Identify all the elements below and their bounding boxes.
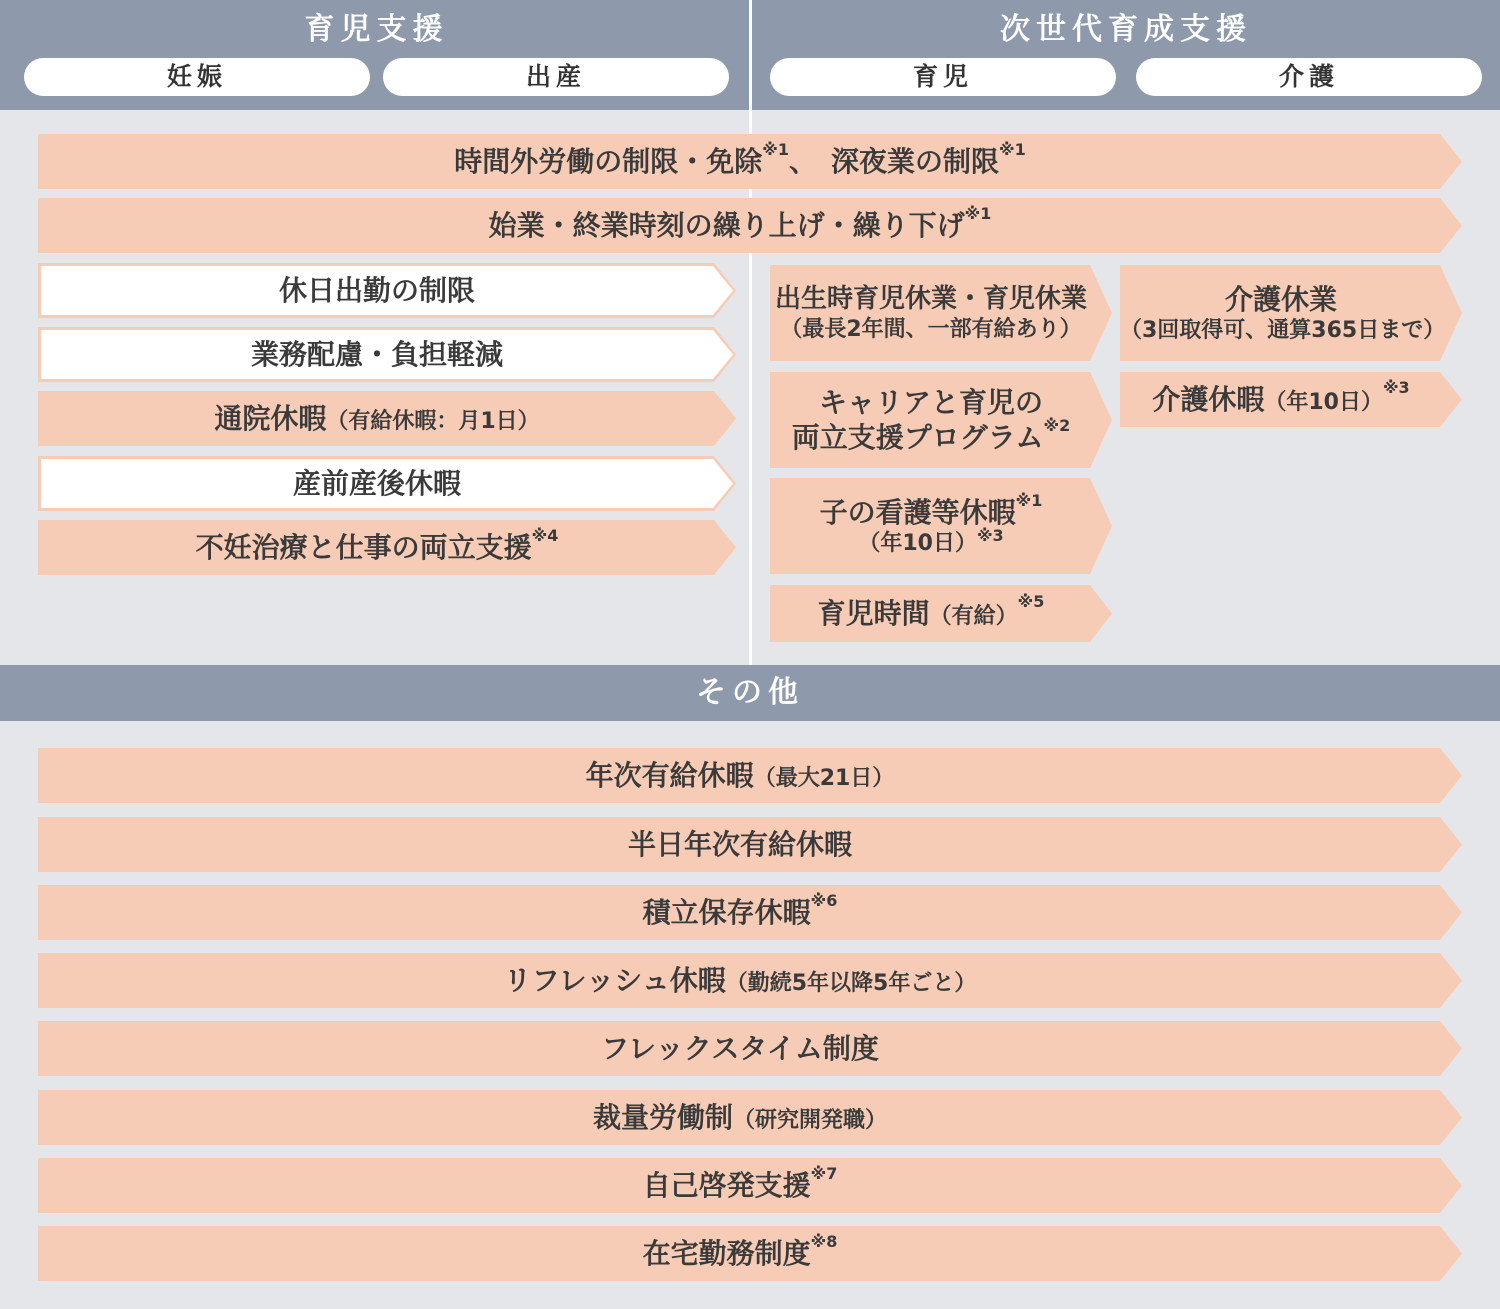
half-day-leave-item: 半日年次有給休暇 bbox=[38, 817, 1462, 872]
self-development-item: 自己啓発支援$^{※7}$ bbox=[38, 1158, 1462, 1213]
holiday-work-limit-item: 休日出勤の制限 bbox=[38, 263, 736, 318]
nursing-care-holiday-item: 介護休暇（年10日）$^{※3}$ bbox=[1120, 372, 1462, 427]
child-nursing-leave-item: 子の看護等休暇$^{※1}$ （年10日）$^{※3}$ bbox=[770, 478, 1112, 574]
annual-paid-leave-item: 年次有給休暇（最大21日） bbox=[38, 748, 1462, 803]
shift-time-item: 始業・終業時刻の繰り上げ・繰り下げ$^{※1}$ bbox=[38, 198, 1462, 253]
fertility-support-item: 不妊治療と仕事の両立支援$^{※4}$ bbox=[38, 520, 736, 575]
flextime-item: フレックスタイム制度 bbox=[38, 1021, 1462, 1076]
saved-leave-item: 積立保存休暇$^{※6}$ bbox=[38, 885, 1462, 940]
work-consideration-item: 業務配慮・負担軽減 bbox=[38, 327, 736, 382]
career-childcare-program-item: キャリアと育児の 両立支援プログラム$^{※2}$ bbox=[770, 372, 1112, 468]
column-divider bbox=[749, 0, 752, 665]
pill-childbirth: 出産 bbox=[383, 58, 729, 96]
pill-pregnancy: 妊娠 bbox=[24, 58, 370, 96]
next-gen-support-title: 次世代育成支援 bbox=[1000, 12, 1252, 47]
pill-nursing-care: 介護 bbox=[1136, 58, 1482, 96]
childcare-support-title: 育児支援 bbox=[304, 12, 449, 47]
nursing-care-leave-item: 介護休業 （3回取得可、通算365日まで） bbox=[1120, 265, 1462, 361]
overtime-limit-item: 時間外労働の制限・免除$^{※1}$、 深夜業の制限$^{※1}$ bbox=[38, 134, 1462, 189]
maternity-leave-item: 産前産後休暇 bbox=[38, 456, 736, 511]
refresh-leave-item: リフレッシュ休暇（勤続5年以降5年ごと） bbox=[38, 953, 1462, 1008]
childcare-leave-item: 出生時育児休業・育児休業 （最長2年間、一部有給あり） bbox=[770, 265, 1112, 361]
other-section-title: その他 bbox=[696, 675, 804, 710]
pill-childcare: 育児 bbox=[770, 58, 1116, 96]
remote-work-item: 在宅勤務制度$^{※8}$ bbox=[38, 1226, 1462, 1281]
childcare-time-item: 育児時間（有給）$^{※5}$ bbox=[770, 585, 1112, 642]
hospital-visit-leave-item: 通院休暇（有給休暇：月1日） bbox=[38, 391, 736, 446]
discretionary-work-item: 裁量労働制（研究開発職） bbox=[38, 1090, 1462, 1145]
